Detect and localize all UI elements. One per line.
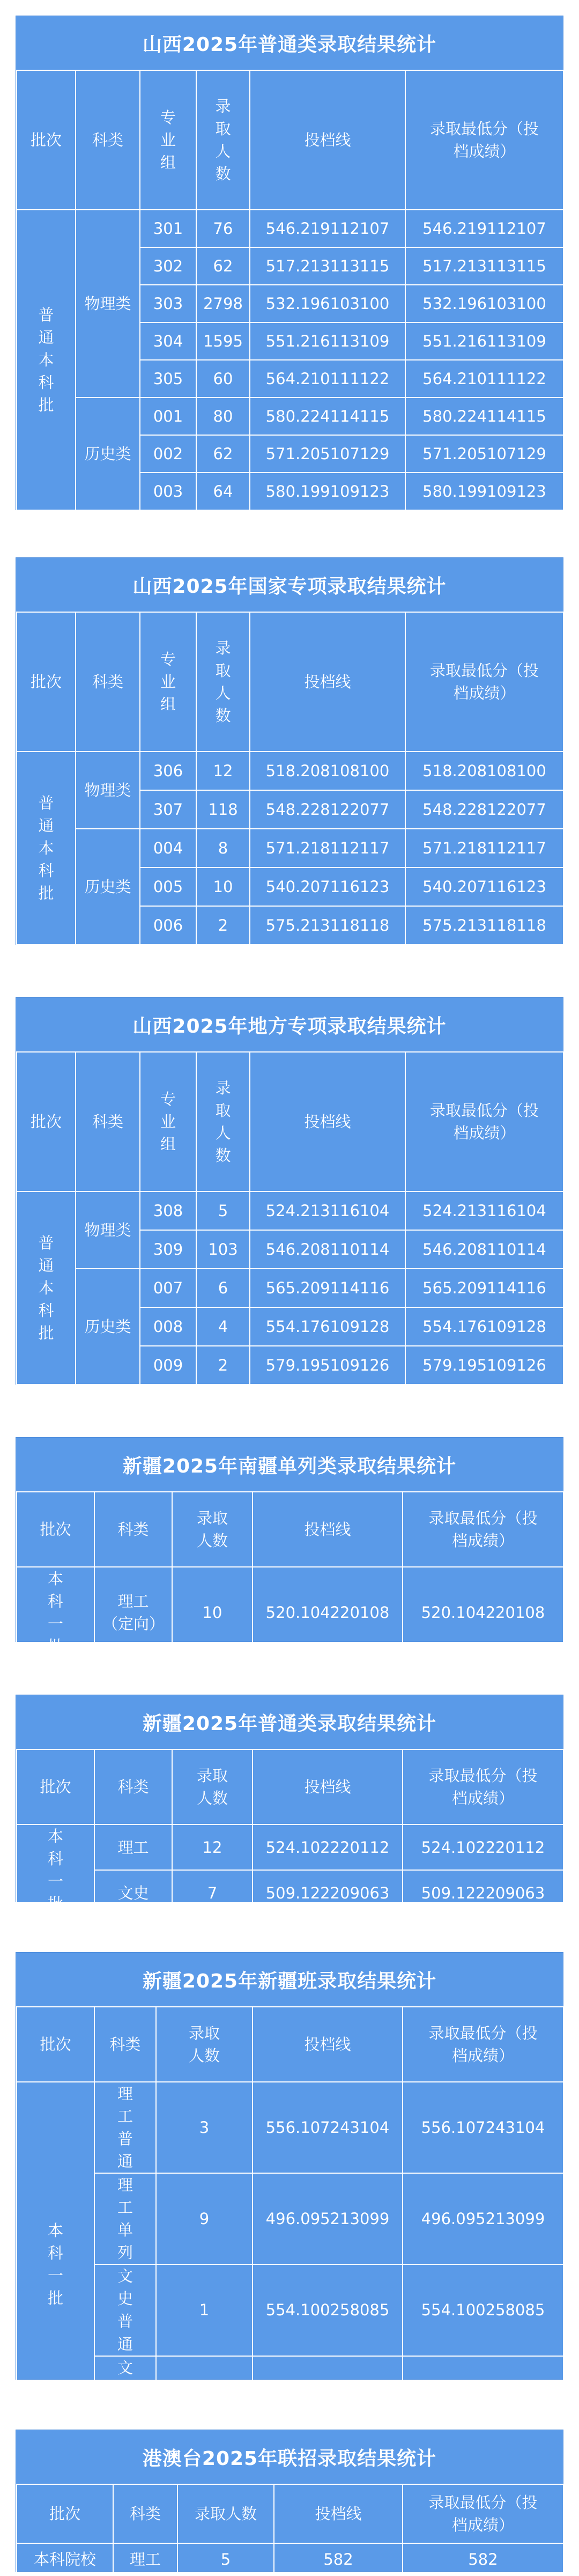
lowest-cell: 546.208110114	[405, 1230, 563, 1269]
batch-label: 普通本科批	[38, 1233, 54, 1343]
table-row	[17, 210, 563, 247]
header-lowest-cell	[405, 70, 563, 210]
results-table	[16, 612, 564, 945]
header-category: 科类	[94, 1492, 172, 1567]
table-row	[17, 1824, 563, 1870]
header-category: 科类	[76, 70, 140, 210]
header-batch: 批次	[17, 612, 76, 752]
lowest-cell: 520.104220108	[403, 1567, 563, 1658]
category-label: 文史普通	[117, 2267, 133, 2353]
admitted-cell: 9	[156, 2173, 253, 2264]
lowest-cell: 575.213118118	[405, 906, 563, 945]
cutoff-cell: 540.207116123	[250, 867, 405, 906]
admitted-cell: 7	[172, 1870, 253, 1916]
admitted-cell: 103	[196, 1230, 250, 1269]
lowest-cell: 524.213116104	[405, 1191, 563, 1230]
card-title: 山西2025年普通类录取结果统计	[142, 33, 437, 56]
results-table	[16, 70, 564, 511]
table-row	[17, 2543, 563, 2575]
cutoff-cell: 546.208110114	[250, 1230, 405, 1269]
group-cell: 306	[140, 752, 196, 790]
category-cell: 历史类	[76, 1269, 140, 1385]
table-row	[17, 1191, 563, 1230]
lowest-cell: 532.196103100	[405, 285, 563, 322]
header-lowest: 录取最低分（投档成绩）	[428, 2023, 538, 2065]
admitted-cell: 2798	[196, 285, 250, 322]
batch-label: 普通本科批	[38, 305, 54, 415]
batch-cell	[17, 1191, 76, 1385]
batch-cell	[17, 1824, 94, 1916]
admitted-cell: 62	[196, 247, 250, 285]
header-group: 专业组	[160, 1090, 176, 1154]
category-cell: 文史	[94, 1870, 172, 1916]
cutoff-cell: 509.122209063	[253, 1870, 403, 1916]
table-row	[17, 2264, 563, 2356]
shanxi-local-card	[16, 998, 563, 1384]
header-admitted-cell	[196, 70, 250, 210]
lowest-cell: 582	[403, 2543, 563, 2575]
xinjiang-south-card	[16, 1438, 563, 1656]
category-cell	[94, 1567, 172, 1658]
header-admitted: 录取人数	[215, 638, 231, 725]
table-row	[17, 2173, 563, 2264]
lowest-cell: 517.213113115	[405, 247, 563, 285]
header-batch: 批次	[17, 1749, 94, 1824]
lowest-cell: 571.218112117	[405, 829, 563, 867]
table-row	[17, 829, 563, 867]
lowest-cell: 554.176109128	[405, 1307, 563, 1346]
admitted-cell: 80	[196, 398, 250, 435]
admitted-cell: 4	[196, 1307, 250, 1346]
batch-cell	[17, 1567, 94, 1658]
table-header-row	[17, 1052, 563, 1191]
shanxi-national-card	[16, 558, 563, 944]
header-lowest: 录取最低分（投档成绩）	[428, 1508, 538, 1550]
category-cell: 理工	[94, 1824, 172, 1870]
table-row	[17, 1567, 563, 1658]
lowest-cell: 580.199109123	[405, 473, 563, 510]
header-admitted: 录取人数	[197, 1508, 228, 1550]
cutoff-cell: 571.218112117	[250, 829, 405, 867]
admitted-cell: 118	[196, 790, 250, 829]
table-row	[17, 398, 563, 435]
admitted-cell: 12	[196, 752, 250, 790]
header-group: 专业组	[160, 108, 176, 172]
category-cell	[94, 2173, 156, 2264]
card-title: 山西2025年地方专项录取结果统计	[132, 1015, 447, 1037]
lowest-cell: 564.210111122	[405, 360, 563, 398]
group-cell: 302	[140, 247, 196, 285]
lowest-cell: 509.122209063	[403, 1870, 563, 1916]
cutoff-cell: 564.210111122	[250, 360, 405, 398]
xinjiang-class-card	[16, 1953, 563, 2422]
header-category: 科类	[76, 1052, 140, 1191]
header-batch: 批次	[17, 2007, 94, 2082]
results-table	[16, 1491, 564, 1659]
header-admitted: 录取人数	[177, 2484, 274, 2543]
header-lowest-cell	[403, 2007, 563, 2082]
header-lowest-cell	[405, 1052, 563, 1191]
card-title: 新疆2025年新疆班录取结果统计	[142, 1970, 437, 1992]
cutoff-cell: 501.095210091	[253, 2356, 403, 2447]
lowest-cell: 518.208108100	[405, 752, 563, 790]
header-batch: 批次	[17, 1052, 76, 1191]
group-cell: 004	[140, 829, 196, 867]
cutoff-cell: 582	[274, 2543, 403, 2575]
lowest-cell: 496.095213099	[403, 2173, 563, 2264]
card-title: 港澳台2025年联招录取结果统计	[142, 2447, 437, 2470]
table-header-row	[17, 1492, 563, 1567]
lowest-cell: 551.216113109	[405, 322, 563, 360]
category-label: 理工（定向）	[102, 1592, 165, 1633]
batch-cell: 本科院校	[17, 2543, 113, 2575]
results-table	[16, 1051, 564, 1385]
header-category: 科类	[76, 612, 140, 752]
admitted-cell: 8	[196, 829, 250, 867]
table-row	[17, 1870, 563, 1916]
header-admitted-cell	[172, 1749, 253, 1824]
header-category: 科类	[94, 2007, 156, 2082]
admitted-cell: 76	[196, 210, 250, 247]
group-cell: 001	[140, 398, 196, 435]
cutoff-cell: 556.107243104	[253, 2082, 403, 2173]
category-cell: 物理类	[76, 1191, 140, 1269]
results-table	[16, 2484, 564, 2576]
table-row	[17, 752, 563, 790]
cutoff-cell: 580.224114115	[250, 398, 405, 435]
admitted-cell: 62	[196, 435, 250, 473]
header-cutoff: 投档线	[253, 1749, 403, 1824]
table-header-row	[17, 612, 563, 752]
header-group-cell	[140, 612, 196, 752]
header-lowest: 录取最低分（投档成绩）	[428, 2493, 538, 2534]
group-cell: 309	[140, 1230, 196, 1269]
batch-cell	[17, 210, 76, 510]
cutoff-cell: 520.104220108	[253, 1567, 403, 1658]
header-cutoff: 投档线	[250, 612, 405, 752]
cutoff-cell: 518.208108100	[250, 752, 405, 790]
header-cutoff: 投档线	[253, 2007, 403, 2082]
batch-cell	[17, 752, 76, 945]
header-batch: 批次	[17, 70, 76, 210]
admitted-cell: 5	[177, 2543, 274, 2575]
category-label: 理工单列	[117, 2176, 133, 2262]
batch-label: 本科一批	[47, 1827, 63, 1913]
xinjiang-general-card	[16, 1695, 563, 1913]
card-title: 新疆2025年普通类录取结果统计	[142, 1712, 437, 1735]
cutoff-cell: 548.228122077	[250, 790, 405, 829]
header-category: 科类	[94, 1749, 172, 1824]
admitted-cell: 2	[196, 1346, 250, 1385]
table-header-row	[17, 2007, 563, 2082]
group-cell: 305	[140, 360, 196, 398]
lowest-cell: 540.207116123	[405, 867, 563, 906]
group-cell: 006	[140, 906, 196, 945]
group-cell: 308	[140, 1191, 196, 1230]
admitted-cell: 10	[172, 1567, 253, 1658]
group-cell: 007	[140, 1269, 196, 1307]
header-admitted-cell	[196, 1052, 250, 1191]
lowest-cell: 548.228122077	[405, 790, 563, 829]
header-lowest-cell	[403, 1749, 563, 1824]
lowest-cell: 554.100258085	[403, 2264, 563, 2356]
category-cell	[94, 2264, 156, 2356]
table-header-row	[17, 2484, 563, 2543]
lowest-cell: 546.219112107	[405, 210, 563, 247]
admitted-cell: 60	[196, 360, 250, 398]
category-cell: 物理类	[76, 752, 140, 829]
batch-cell	[17, 2082, 94, 2447]
admitted-cell: 10	[196, 867, 250, 906]
cutoff-cell: 579.195109126	[250, 1346, 405, 1385]
group-cell: 307	[140, 790, 196, 829]
table-header-row	[17, 70, 563, 210]
header-lowest: 录取最低分（投档成绩）	[430, 661, 539, 702]
group-cell: 009	[140, 1346, 196, 1385]
category-label: 文史单	[117, 2358, 133, 2422]
header-category: 科类	[113, 2484, 177, 2543]
admitted-cell: 1	[156, 2264, 253, 2356]
header-admitted-cell	[196, 612, 250, 752]
hmt-card	[16, 2430, 563, 2571]
header-lowest: 录取最低分（投档成绩）	[428, 1766, 538, 1807]
group-cell: 304	[140, 322, 196, 360]
header-lowest: 录取最低分（投档成绩）	[430, 119, 539, 160]
cutoff-cell: 524.213116104	[250, 1191, 405, 1230]
admitted-cell: 4	[156, 2356, 253, 2447]
header-cutoff: 投档线	[274, 2484, 403, 2543]
admitted-cell: 3	[156, 2082, 253, 2173]
header-admitted: 录取人数	[215, 97, 231, 183]
header-admitted: 录取人数	[215, 1078, 231, 1165]
lowest-cell: 580.224114115	[405, 398, 563, 435]
card-title: 山西2025年国家专项录取结果统计	[132, 575, 447, 598]
admitted-cell: 1595	[196, 322, 250, 360]
lowest-cell: 579.195109126	[405, 1346, 563, 1385]
lowest-cell: 524.102220112	[403, 1824, 563, 1870]
header-lowest-cell	[403, 1492, 563, 1567]
header-admitted-cell	[156, 2007, 253, 2082]
cutoff-cell: 571.205107129	[250, 435, 405, 473]
lowest-cell: 565.209114116	[405, 1269, 563, 1307]
cutoff-cell: 565.209114116	[250, 1269, 405, 1307]
group-cell: 008	[140, 1307, 196, 1346]
table-row	[17, 1269, 563, 1307]
results-table	[16, 1749, 564, 1916]
header-cutoff: 投档线	[253, 1492, 403, 1567]
category-cell: 历史类	[76, 398, 140, 510]
header-admitted-cell	[172, 1492, 253, 1567]
group-cell: 303	[140, 285, 196, 322]
header-cutoff: 投档线	[250, 70, 405, 210]
header-lowest-cell	[405, 612, 563, 752]
lowest-cell: 501.095210091	[403, 2356, 563, 2447]
category-cell	[94, 2082, 156, 2173]
table-row	[17, 2082, 563, 2173]
card-title: 新疆2025年南疆单列类录取结果统计	[122, 1455, 457, 1477]
lowest-cell: 556.107243104	[403, 2082, 563, 2173]
batch-label: 普通本科批	[38, 793, 54, 903]
group-cell: 301	[140, 210, 196, 247]
cutoff-cell: 524.102220112	[253, 1824, 403, 1870]
cutoff-cell: 551.216113109	[250, 322, 405, 360]
batch-label: 本科一批	[47, 2221, 63, 2308]
cutoff-cell: 580.199109123	[250, 473, 405, 510]
header-cutoff: 投档线	[250, 1052, 405, 1191]
header-group-cell	[140, 70, 196, 210]
admitted-cell: 2	[196, 906, 250, 945]
header-group-cell	[140, 1052, 196, 1191]
admitted-cell: 6	[196, 1269, 250, 1307]
header-lowest-cell	[403, 2484, 563, 2543]
group-cell: 002	[140, 435, 196, 473]
lowest-cell: 571.205107129	[405, 435, 563, 473]
cutoff-cell: 554.100258085	[253, 2264, 403, 2356]
results-table	[16, 2006, 564, 2448]
batch-label: 本科一批	[47, 1570, 63, 1656]
cutoff-cell: 517.213113115	[250, 247, 405, 285]
header-lowest: 录取最低分（投档成绩）	[430, 1101, 539, 1142]
admitted-cell: 5	[196, 1191, 250, 1230]
table-header-row	[17, 1749, 563, 1824]
cutoff-cell: 554.176109128	[250, 1307, 405, 1346]
header-admitted: 录取人数	[189, 2023, 220, 2065]
cutoff-cell: 532.196103100	[250, 285, 405, 322]
admitted-cell: 12	[172, 1824, 253, 1870]
header-group: 专业组	[160, 650, 176, 714]
cutoff-cell: 546.219112107	[250, 210, 405, 247]
cutoff-cell: 496.095213099	[253, 2173, 403, 2264]
header-admitted: 录取人数	[197, 1766, 228, 1807]
category-cell: 理工	[113, 2543, 177, 2575]
category-cell: 历史类	[76, 829, 140, 945]
shanxi-general-card	[16, 16, 563, 510]
admitted-cell: 64	[196, 473, 250, 510]
header-batch: 批次	[17, 2484, 113, 2543]
header-batch: 批次	[17, 1492, 94, 1567]
category-label: 理工普通	[117, 2085, 133, 2171]
category-cell: 物理类	[76, 210, 140, 398]
cutoff-cell: 575.213118118	[250, 906, 405, 945]
group-cell: 003	[140, 473, 196, 510]
group-cell: 005	[140, 867, 196, 906]
